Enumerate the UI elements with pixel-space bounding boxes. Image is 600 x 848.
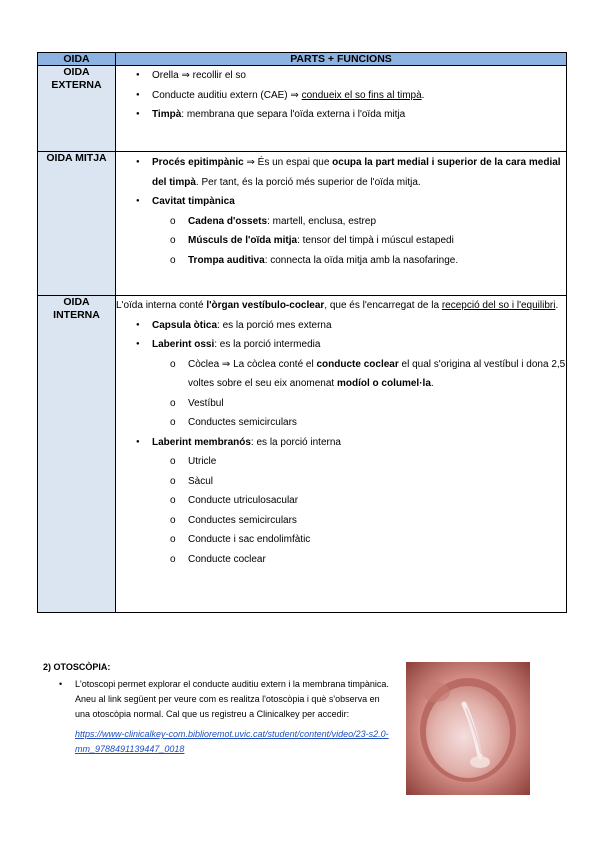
table-header-row (38, 53, 567, 66)
header-oida: OIDA (38, 53, 116, 66)
ear-anatomy-table (37, 52, 567, 613)
section-title: 2) OTOSCÒPIA: (43, 662, 111, 672)
row-oida-mitja (38, 152, 567, 296)
row-oida-interna (38, 296, 567, 613)
header-parts-funcions: PARTS + FUNCIONS (116, 53, 567, 66)
list-item: ● Laberint membranós: es la porció interna o Utricle o Sàcul o Conducte utriculosacular o Conductes semicirculars o Conducte i sac endolimfàtic o Conducte coclear (116, 433, 566, 570)
list-item: ● Cavitat timpànica o Cadena d'ossets: martell, enclusa, estrep o Músculs de l'oïda mitja: tensor del timpà i múscul estapedi o Trompa auditiva: connecta la oïda mitja amb la nasofaringe. (116, 192, 566, 270)
arrow-icon: ⇒ (290, 89, 299, 101)
arrow-icon: ⇒ (221, 358, 231, 370)
label-oida-externa: OIDA EXTERNA (38, 66, 116, 152)
sub-list-item: o Vestíbul (152, 394, 566, 414)
sub-list-item: o Còclea ⇒ La còclea conté el conducte coclear el qual s'origina al vestíbul i dona 2,5 voltes sobre el seu eix anomenat modíol o columel·la. (152, 355, 566, 394)
label-oida-mitja: OIDA MITJA (38, 152, 116, 296)
list-item: ● Timpà: membrana que separa l'oïda externa i l'oïda mitja (116, 105, 566, 125)
content-oida-mitja (116, 152, 567, 296)
sub-list-item: o Músculs de l'oïda mitja: tensor del timpà i múscul estapedi (152, 231, 566, 251)
list-item: ● Laberint ossi: es la porció intermedia o Còclea ⇒ La còclea conté el conducte coclear el qual s'origina al vestíbul i dona 2,5 voltes sobre el seu eix anomenat modíol o columel·la. o Vestíbul o Conductes semicirculars (116, 335, 566, 433)
sub-list-item: o Conducte utriculosacular (152, 491, 566, 511)
sub-list-item: o Conductes semicirculars (152, 413, 566, 433)
sub-list-item: o Conductes semicirculars (152, 511, 566, 531)
list-item: ● Procés epitimpànic ⇒ És un espai que ocupa la part medial i superior de la cara medial del timpà. Per tant, és la porció més superior de l'oïda mitja. (116, 153, 566, 192)
interna-intro: L'oïda interna conté l'òrgan vestíbulo-coclear, que és l'encarregat de la recepció del so i l'equilibri. (116, 300, 559, 311)
sub-list-item: o Cadena d'ossets: martell, enclusa, estrep (152, 212, 566, 232)
list-item: ● Conducte auditiu extern (CAE) ⇒ condueix el so fins al timpà. (116, 86, 566, 106)
sub-list-item: o Conducte coclear (152, 550, 566, 570)
section-otoscopia (43, 660, 393, 757)
list-item: ● Orella ⇒ recollir el so (116, 66, 566, 86)
arrow-icon: ⇒ (181, 70, 190, 81)
list-item: ● Capsula òtica: es la porció mes externa (116, 316, 566, 336)
sub-list-item: o Conducte i sac endolimfàtic (152, 530, 566, 550)
content-oida-externa (116, 66, 567, 152)
label-oida-interna: OIDA INTERNA (38, 296, 116, 613)
row-oida-externa (38, 66, 567, 152)
otoscopia-paragraph: • L'otoscopi permet explorar el conducte auditiu extern i la membrana timpànica. Aneu al link següent per veure com es realitza l'otoscòpia i què s'observa en una otoscòpia normal. Cal que us registreu a Clinicalkey per accedir: https://www-clinicalkey-com.biblioremot.uvic.cat/student/content/video/23-s2.0-mm_9788491139447_0018 (43, 677, 393, 757)
eardrum-photo-illustration (406, 662, 530, 795)
otoscopy-image (406, 662, 530, 795)
content-oida-interna (116, 296, 567, 613)
sub-list-item: o Sàcul (152, 472, 566, 492)
sub-list-item: o Trompa auditiva: connecta la oïda mitja amb la nasofaringe. (152, 251, 566, 271)
clinicalkey-link[interactable]: https://www-clinicalkey-com.biblioremot.uvic.cat/student/content/video/23-s2.0-mm_9788491139447_0018 (75, 729, 389, 754)
arrow-icon: ⇒ (246, 157, 255, 168)
sub-list-item: o Utricle (152, 452, 566, 472)
